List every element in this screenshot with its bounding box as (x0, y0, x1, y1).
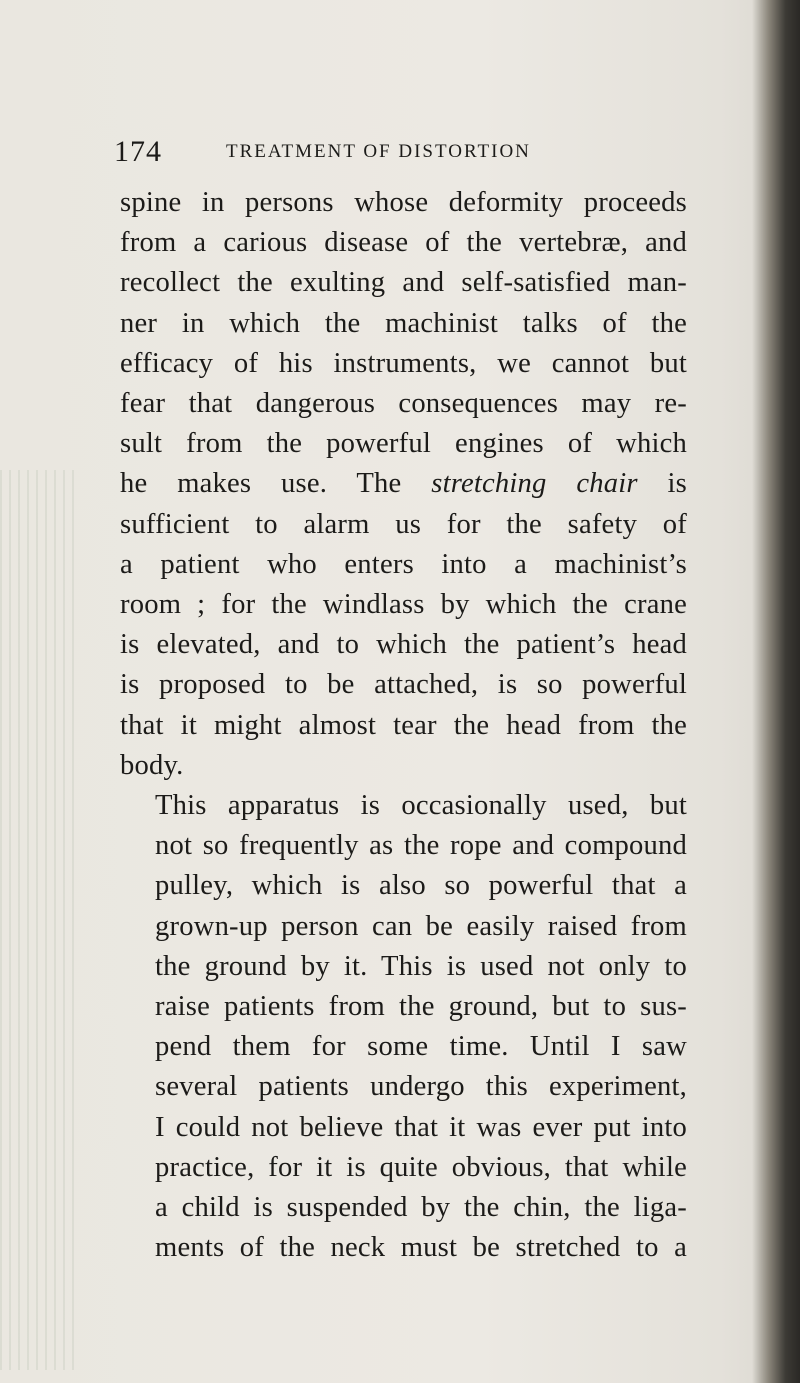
bleed-through-shadow (0, 470, 80, 1370)
text-line: is proposed to be attached, is so powerful (120, 669, 687, 701)
text-line: a child is suspended by the chin, the liga- (155, 1192, 687, 1224)
text-fragment: is (637, 468, 687, 500)
text-line: pend them for some time. Until I saw (155, 1031, 687, 1063)
text-line: several patients undergo this experiment, (155, 1071, 687, 1103)
text-line-with-italic (120, 464, 687, 504)
running-head-title: TREATMENT OF DISTORTION (226, 141, 531, 162)
page-number: 174 (114, 135, 162, 168)
text-line: ner in which the machinist talks of the (120, 307, 687, 339)
italic-term-stretching-chair: stretching chair (431, 468, 638, 500)
text-fragment: he makes use. The (120, 468, 432, 500)
text-line: ments of the neck must be stretched to a (155, 1232, 687, 1264)
text-line: fear that dangerous consequences may re- (120, 388, 687, 420)
text-line: grown-up person can be easily raised from (155, 910, 687, 942)
text-line: a patient who enters into a machinist’s (120, 548, 687, 580)
text-line: sult from the powerful engines of which (120, 428, 687, 460)
text-line: that it might almost tear the head from the (120, 709, 687, 741)
text-line: spine in persons whose deformity proceeds (120, 187, 687, 218)
text-line: raise patients from the ground, but to sus- (155, 991, 687, 1023)
text-line: recollect the exulting and self-satisfied man- (120, 267, 687, 299)
text-line: the ground by it. This is used not only to (155, 950, 687, 982)
text-line: pulley, which is also so powerful that a (155, 870, 687, 902)
text-line: room ; for the windlass by which the crane (120, 589, 687, 621)
body-text (120, 183, 687, 1268)
running-head (114, 135, 674, 179)
text-line: sufficient to alarm us for the safety of (120, 508, 687, 540)
text-line: This apparatus is occasionally used, but (155, 790, 687, 822)
text-line: body. (120, 749, 184, 781)
paragraph-1 (120, 183, 687, 786)
text-line: efficacy of his instruments, we cannot but (120, 347, 687, 379)
text-line: from a carious disease of the vertebræ, and (120, 227, 687, 259)
text-line: practice, for it is quite obvious, that while (155, 1151, 687, 1183)
text-line: is elevated, and to which the patient’s head (120, 629, 687, 661)
page-binding-edge (752, 0, 800, 1383)
text-line: I could not believe that it was ever put into (155, 1111, 687, 1143)
text-line: not so frequently as the rope and compound (155, 830, 687, 862)
paragraph-2 (120, 786, 687, 1268)
